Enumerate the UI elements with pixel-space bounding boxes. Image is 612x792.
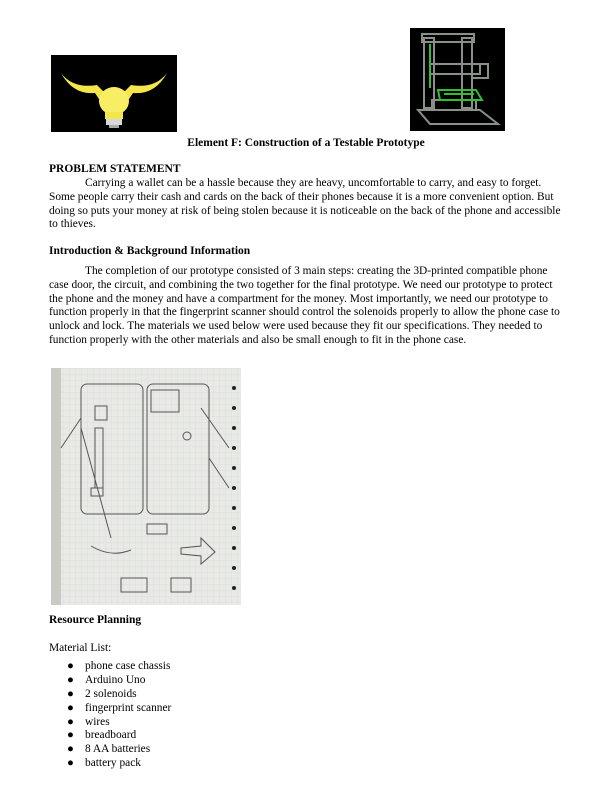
hand-drawn-sketch-image-icon	[51, 368, 241, 605]
intro-text: The completion of our prototype consisted of 3 main steps: creating the 3D-printed compatible phone case door, the circuit, and combining the two together for the final prototype. We need our prototype to protect the phone and the money and have a compartment for the money. Most importantly, we need our prototype to function properly in that the fingerprint scanner should control the solenoids properly to allow the phone case to unlock and lock. The materials we used below were used because they fit our specifications. They needed to function properly with the other materials and also be small enough to fit in the phone case.	[49, 265, 560, 346]
intro-paragraph	[49, 265, 569, 348]
bullet-icon: ●	[67, 701, 74, 714]
bullet-icon: ●	[67, 673, 74, 686]
list-item: ● phone case chassis	[67, 660, 171, 672]
resource-planning-heading: Resource Planning	[49, 614, 142, 626]
list-item: ● battery pack	[67, 757, 141, 770]
bullet-icon: ●	[67, 687, 74, 700]
list-item: ● wires	[67, 715, 110, 728]
list-item: ● fingerprint scanner	[67, 701, 172, 714]
bullet-icon: ●	[67, 743, 74, 756]
bullet-icon: ●	[67, 660, 74, 672]
list-item: ● 8 AA batteries	[67, 743, 151, 756]
bullet-icon: ●	[67, 715, 74, 728]
3d-printer-image-icon	[410, 28, 505, 131]
intro-heading: Introduction & Background Information	[49, 245, 251, 257]
list-item: ● 2 solenoids	[67, 687, 137, 700]
problem-statement-text: Carrying a wallet can be a hassle because they are heavy, uncomfortable to carry, and easy to forget. Some people carry their cash and cards on the back of their phones because it is a more convenient option. But doing so puts your money at risk of being stolen because it is noticeable on the back of the phone and accessible to thieves.	[49, 177, 561, 231]
problem-statement-paragraph	[49, 177, 569, 232]
material-list-label: Material List:	[49, 642, 112, 654]
bullet-icon: ●	[67, 757, 74, 770]
bullet-icon: ●	[67, 729, 74, 742]
document-title: Element F: Construction of a Testable Prototype	[187, 137, 425, 149]
material-list	[49, 660, 171, 771]
list-item: ● Arduino Uno	[67, 673, 146, 686]
problem-statement-heading: PROBLEM STATEMENT	[49, 163, 181, 175]
bull-lightbulb-logo-icon	[51, 55, 177, 132]
list-item: ● breadboard	[67, 729, 137, 742]
